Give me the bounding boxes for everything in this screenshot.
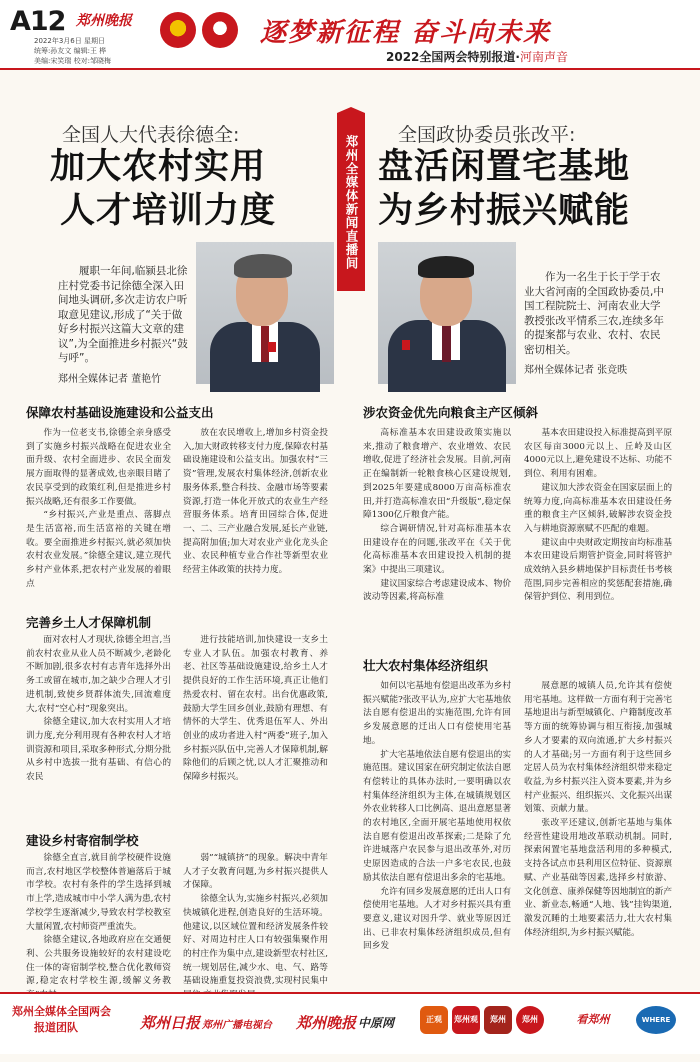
right-kicker: 全国政协委员张改平:: [398, 124, 576, 146]
left-headline-1: 加大农村实用: [50, 147, 267, 187]
left-intro: 履职一年间,临颍县北徐庄村党委书记徐德全深入田间地头调研,多次走访农户听取意见建议,形成了“关于做好乡村振兴这篇大文章的建议”,为全面推进乡村振兴“鼓与呼”。: [58, 265, 188, 364]
left-intro-box: [58, 264, 192, 385]
paragraph: 面对农村人才现状,徐德全坦言,当前农村农业从业人员不断减少,老龄化不断加剧,很多农村有志青年选择外出务工或留在城市,加之缺少合理人才引进机制,致使乡贤群体流失,回流难度大,农村“空心村”现象突出。: [26, 635, 171, 714]
left-sec2-col-a: [26, 634, 171, 812]
right-sec1-col-a: [363, 427, 511, 641]
left-section-title-3: 建设乡村寄宿制学校: [26, 833, 139, 848]
paragraph: 综合调研情况,针对高标准基本农田建设存在的问题,张改平在《关于优化高标准基本农田建设投入机制的提案》中提出三项建议。: [363, 523, 511, 576]
right-section-title-1: 涉农资金优先向粮食主产区倾斜: [363, 405, 539, 420]
logo-kan-zhengzhou: 看郑州: [560, 1006, 626, 1034]
logo-zz-a: 郑州: [484, 1006, 512, 1034]
designer-line: 美编:宋笑瑞 校对:邹晓梅: [34, 57, 111, 65]
right-intro: 作为一名生于长于学于农业大省河南的全国政协委员,中国工程院院士、河南农业大学教授张改平情系三农,连续多年的提案都与农业、农村、农民密切相关。: [524, 271, 664, 356]
paragraph: “乡村振兴,产业是重点、落脚点是生活富裕,而生活富裕的关键在增收。要全面推进乡村振兴,就必须加快农村农业发展。”徐德全建议,建立现代乡村产业体系,把农村产业发展的着眼点: [26, 510, 171, 589]
slogan: 逐梦新征程 奋斗向未来: [260, 18, 552, 48]
right-sec1-col-b: [524, 427, 672, 641]
footer-team-title: [12, 1004, 111, 1036]
paragraph: 建议加大涉农资金在国家层面上的统筹力度,向高标准基本农田建设任务重的粮食主产区倾斜,破解涉农资金投入与耕地资源禀赋不匹配的难题。: [524, 482, 672, 534]
paragraph: 徐德全建议,加大农村实用人才培训力度,充分利用现有各种农村人才培训资源和项目,采取多种形式,分期分批从乡村中选拔一批有基础、有信心的农民: [26, 717, 171, 783]
left-portrait: [196, 242, 334, 384]
right-sec2-col-a: [363, 680, 511, 988]
paragraph: 徐德全认为,实施乡村振兴,必须加快城镇化进程,创造良好的生活环境。他建议,以区域位置和经济发展条件较好、对周边村庄人口有较强集聚作用的村庄作为集中点,建设新型农村社区,统一规划居住,减少水、电、气、路等基础设施重复投资浪费,实现村民集中: [183, 894, 328, 987]
editor-line: 统筹:孙友文 编辑:王 桦: [34, 47, 107, 55]
masthead: 郑州晚报: [76, 13, 132, 29]
paragraph: 基本农田建设投入标准提高到平原农区每亩3000元以上、丘岭及山区4000元以上,避免建设不达标、功能不到位、利用有困难。: [524, 428, 672, 480]
right-byline: 郑州全媒体记者 张竞昳: [524, 365, 628, 376]
paragraph: 徐德全建议,各地政府应在交通便利、公共服务设施较好的农村建设吃住一体的寄宿制学校,整合优化教师资源,稳定农村学校生源,缓解义务教: [26, 935, 171, 987]
right-section-title-2: 壮大农村集体经济组织: [363, 658, 489, 673]
right-headline-2: 为乡村振兴赋能: [378, 191, 631, 231]
cppcc-emblem-icon: [202, 12, 238, 48]
left-kicker: 全国人大代表徐德全:: [62, 124, 240, 146]
national-emblem-icon: [160, 12, 196, 48]
paragraph: 张改平还建议,创新宅基地与集体经营性建设用地改革联动机制。同时,探索闲置宅基地盘活利用的多种模式,支持各试点市县利用区位特征、资源禀赋、产业基础等因素,选择乡村旅游、文化创意、康养保健等因地制宜的新产业、新业态,畅通“人地、钱”挂钩渠道,激发沉睡的土地要素活力,壮大农村集体经济组织,为乡村振兴赋能。: [524, 818, 672, 938]
special-report-highlight: 河南声音: [519, 50, 568, 64]
vertical-band: 郑州全媒体新闻直播间: [337, 113, 365, 291]
paragraph: 徐德全直言,就目前学校硬件设施而言,农村地区学校整体普遍落后于城市学校。农村有条件的学生选择到城市上学,造成城市中小学人满为患,农村学校学生逐渐减少,导致农村学校教室大量闲置,农村师资严重流失。: [26, 853, 171, 932]
paragraph: 允许有回乡发展意愿的迁出人口有偿使用宅基地。人才对乡村振兴具有重要意义,建议对因升学、就业等原因迁出、已非农村集体经济组织成员,但有回乡发: [363, 886, 511, 952]
left-section-title-1: 保障农村基础设施建设和公益支出: [26, 405, 214, 420]
logo-zhengzhou-tv: 郑州广播电视台: [202, 1020, 272, 1031]
paragraph: 如何以宅基地有偿退出改革为乡村振兴赋能?张改平认为,应扩大宅基地依法自愿有偿退出的实施范围,允许有回乡发展意愿的迁出人口有偿使用宅基地。: [363, 681, 511, 746]
left-section-title-2: 完善乡土人才保障机制: [26, 615, 152, 630]
footer-team-line-1: 郑州全媒体全国两会: [12, 1005, 111, 1018]
left-sec3-col-b: [183, 852, 328, 988]
right-intro-box: [524, 270, 664, 376]
right-headline-1: 盘活闲置宅基地: [378, 147, 631, 187]
paragraph: 展意愿的城镇人员,允许其有偿使用宅基地。这样做一方面有利于完善宅基地退出与新型城镇化、户籍制度改革等方面的统筹协调与相互衔接,加强城乡人才要素的双向流通,扩大乡村振兴的人才基础;另一方面有利于这些回乡定居人员为农村集体经济组织带来稳定收益,为乡村振兴注入资本要素,并为乡村产业振兴、组织振兴、文化振兴出谋划策、贡献力量。: [524, 681, 672, 815]
left-headline-2: 人才培训力度: [60, 191, 277, 231]
page-number: A12: [10, 6, 66, 37]
logo-zhengguan: 正观: [420, 1006, 448, 1034]
header-rule: [0, 68, 700, 70]
paragraph: 扩大宅基地依法自愿有偿退出的实施范围。建议国家在研究制定依法自愿有偿转让的具体办法时,一要明确以农村集体经济组织为主体,在城镇规划区外农业转移人口比例高、退出意愿显著的农村地区,全面开展宅基地使用权依法自愿有偿退出改革探索;二是除了允许进城落户农民参与退出改革外,对历史原因造成的合法一户多宅农民,也鼓励其依法自愿有偿退出多余的宅基地。: [363, 749, 511, 883]
paragraph: 高标准基本农田建设政策实施以来,推动了粮食增产、农业增效、农民增收,促进了经济社会发展。目前,河南正在编制新一轮粮食核心区建设规划,到2025年要建成8000万亩高标准农田,并打造高标准农田“升级版”,稳定保障1300亿斤粮食产能。: [363, 428, 511, 521]
logo-zhengzhou-evening: 郑州晚报: [296, 1014, 357, 1032]
paragraph: 作为一位老支书,徐德全亲身感受到了实施乡村振兴战略在促进农业全面升级、农村全面进步、农民全面发展方面取得的显著成效,也亲眼目睹了农民享受到的政策红利,但是推进乡村振兴战略,还有很多工作要做。: [26, 428, 171, 507]
left-sec1-col-b: [183, 427, 328, 607]
footer-team-line-2: 报道团队: [34, 1021, 78, 1034]
logo-zz-observe: 郑州观察: [452, 1006, 480, 1034]
logo-zynews: 中原网: [358, 1016, 395, 1030]
paragraph: 弱”“城镇挤”的现象。解决中青年人才子女教育问题,为乡村振兴提供人才保障。: [183, 853, 328, 891]
left-sec2-col-b: [183, 634, 328, 812]
right-sec2-col-b: [524, 680, 672, 988]
paragraph: 进行技能培训,加快建设一支乡土专业人才队伍。加强农村教育、养老、社区等基础设施建设,给乡土人才提供良好的工作生活环境,真正让他们热爱农村、留在农村。出台优惠政策,鼓励大学生回乡创业,鼓励有理想、有情怀的大学生、优秀退伍军人、外出创业的成功者进入村“两委”班子,加入乡村振兴队伍中,完善人才保障机制,解除他们的后顾之忧,以人才汇聚推动和保障乡村振兴。: [183, 635, 328, 783]
paragraph: 建议国家综合考虑建设成本、物价波动等因素,将高标准: [363, 578, 511, 603]
paragraph: 放在农民增收上,增加乡村资金投入,加大财政转移支付力度,保障农村基础设施建设和公益支出。加强农村“三资”管理,发展农村集体经济,创新农业服务体系,整合科技、金融市场等要素资源,打造一体化开放式的农业生产经营服务体系。培育田园综合体,促进一、二、三产业融合发展,延长产业链,提高附加值;加大对农业产业化龙头企业、农民种植专业合作社等新型农业经营主体政策的扶持力度。: [183, 428, 328, 576]
left-sec3-col-a: [26, 852, 171, 988]
logo-zhengzhou-daily: 郑州日报: [140, 1014, 201, 1032]
logo-zz-b: 郑州: [516, 1006, 544, 1034]
right-portrait: [378, 242, 516, 384]
left-sec1-col-a: [26, 427, 171, 607]
date-line: 2022年3月6日 星期日: [34, 37, 105, 45]
special-report-title: 2022全国两会特别报道·河南声音: [386, 50, 568, 64]
left-byline: 郑州全媒体记者 董艳竹: [58, 373, 162, 385]
logo-where: WHERE: [636, 1006, 676, 1034]
paragraph: 建议由中央财政定期按亩均标准基本农田建设后期管护资金,同时将管护成效纳入县乡耕地保护目标责任书考核范围,同步完善相应的奖惩配套措施,确保管护到位、利用到位。: [524, 537, 672, 603]
